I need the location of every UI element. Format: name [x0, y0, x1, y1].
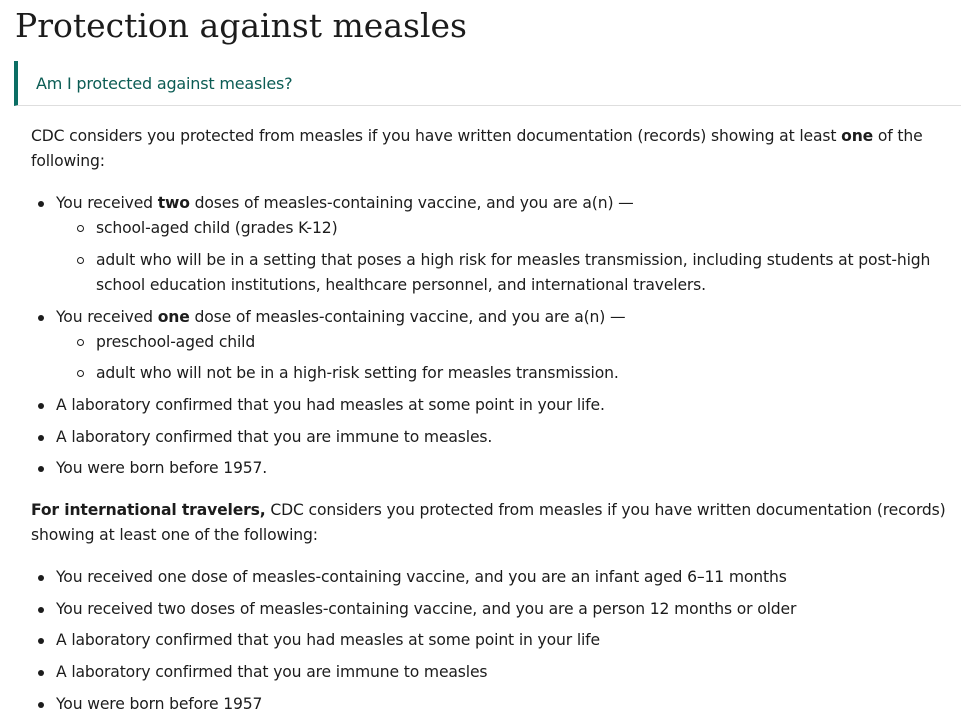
intro-paragraph: [31, 124, 956, 174]
travelers-paragraph: [31, 498, 956, 548]
travelers-text: CDC considers you protected from measles if you have written documentation (records) showing at least one of the following:: [31, 501, 946, 544]
intro-emphasis: one: [841, 127, 874, 145]
list-item: [31, 191, 956, 216]
sub-list-item: school-aged child (grades K-12): [31, 216, 956, 241]
item-emphasis: one: [157, 308, 190, 326]
accordion-header-label[interactable]: Am I protected against measles?: [36, 74, 293, 93]
item-text: You received: [56, 194, 158, 212]
sub-list-item: adult who will not be in a high-risk setting for measles transmission.: [31, 361, 956, 386]
sub-list-item: preschool-aged child: [31, 330, 956, 355]
list-item: You received two doses of measles-containing vaccine, and you are a person 12 months or older: [31, 597, 956, 622]
list-item: A laboratory confirmed that you are immune to measles: [31, 660, 956, 685]
list-item: A laboratory confirmed that you had measles at some point in your life: [31, 628, 956, 653]
item-text: You received: [56, 308, 158, 326]
list-item: [31, 305, 956, 330]
accordion-content: [31, 124, 956, 717]
intro-text-end: of the following:: [31, 127, 923, 170]
sub-list-item: adult who will be in a setting that poses a high risk for measles transmission, including students at post-high school education institutions, healthcare personnel, and international travelers.: [31, 248, 956, 298]
intro-text: CDC considers you protected from measles if you have written documentation (records) showing at least: [31, 127, 842, 145]
accordion-header[interactable]: [14, 61, 961, 106]
item-text-end: doses of measles-containing vaccine, and you are a(n) —: [189, 194, 634, 212]
list-item: You were born before 1957: [31, 692, 956, 717]
protection-criteria-list: [31, 191, 956, 481]
page-title: Protection against measles: [15, 6, 467, 45]
travelers-emphasis: For international travelers,: [31, 501, 266, 519]
item-emphasis: two: [157, 194, 190, 212]
travelers-criteria-list: [31, 565, 956, 717]
item-text-end: dose of measles-containing vaccine, and you are a(n) —: [189, 308, 626, 326]
list-item: You were born before 1957.: [31, 456, 956, 481]
list-item: A laboratory confirmed that you had measles at some point in your life.: [31, 393, 956, 418]
list-item: A laboratory confirmed that you are immune to measles.: [31, 425, 956, 450]
list-item: You received one dose of measles-containing vaccine, and you are an infant aged 6–11 months: [31, 565, 956, 590]
